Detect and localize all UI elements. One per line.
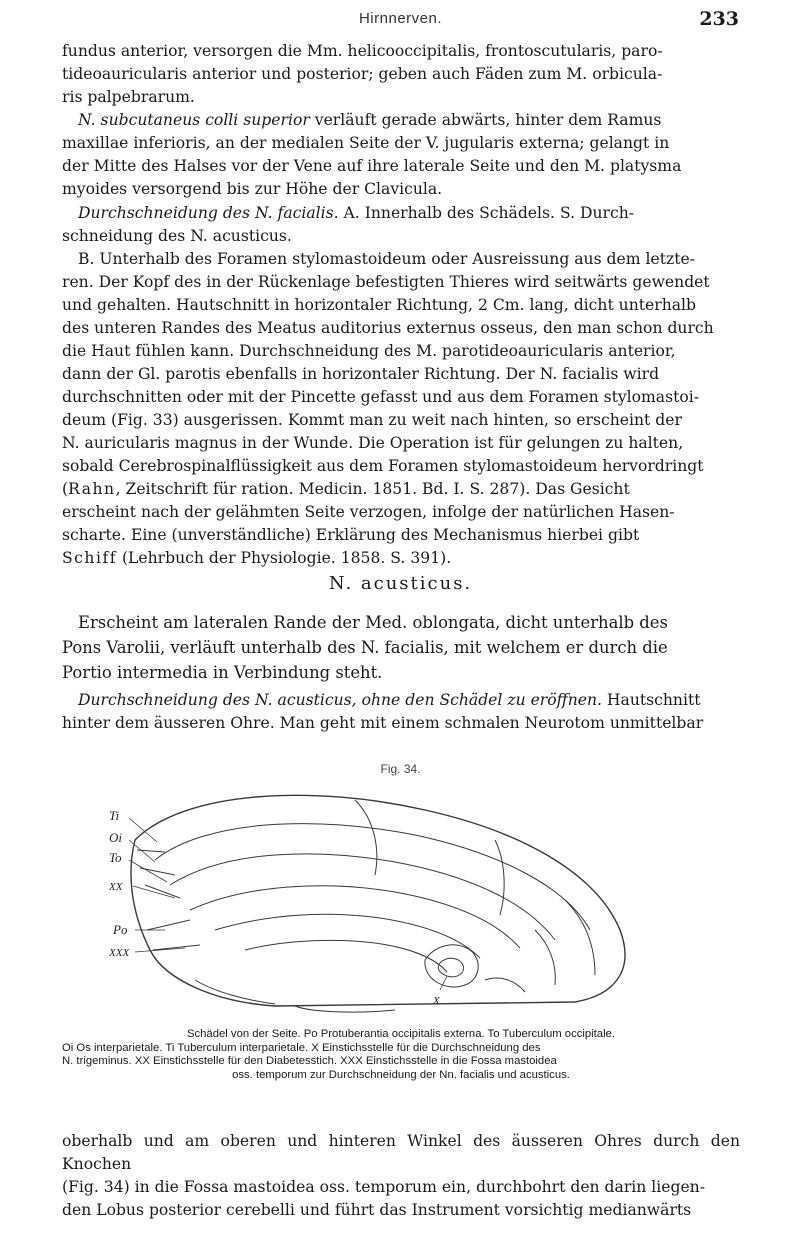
text-fragment: , Zeitschrift für ration. Medicin. 1851. Bd. I. S. 287). Das Gesicht [115,480,630,498]
text-line: fundus anterior, versorgen die Mm. helicooccipitalis, frontoscutularis, paro- [62,42,663,60]
text-line [62,109,740,132]
text-line: ren. Der Kopf des in der Rückenlage befestigten Thieres wird seitwärts gewendet [62,273,710,291]
text-line: B. Unterhalb des Foramen stylomastoideum oder Ausreissung aus dem letzte- [78,250,695,268]
text-line: durchschnitten oder mit der Pincette gefasst und aus dem Foramen stylomastoi- [62,388,700,406]
text-line: den Lobus posterior cerebelli und führt das Instrument vorsichtig medianwärts [62,1201,692,1219]
text-line: erscheint nach der gelähmten Seite verzogen, infolge der natürlichen Hasen- [62,503,675,521]
paragraph-acusticus-course [62,610,740,685]
caption-line: Schädel von der Seite. Po Protuberantia occipitalis externa. To Tuberculum occipitale. [186,1028,616,1040]
author-rahn: Rahn [68,480,116,498]
label-x: X [433,995,440,1007]
subheading-acusticus: Durchschneidung des N. acusticus, ohne den Schädel zu eröffnen. [78,691,602,709]
label-xx: XX [109,881,123,893]
figure-caption [62,1028,740,1082]
subheading-facialis: Durchschneidung des N. facialis. [78,204,339,222]
skull-lateral-illustration [95,780,655,1020]
text-line: und gehalten. Hautschnitt in horizontaler Richtung, 2 Cm. lang, dicht unterhalb [62,296,697,314]
text-line: Portio intermedia in Verbindung steht. [62,663,383,682]
text-line [62,478,740,501]
page-header [0,10,801,36]
paragraph-subcutaneus-colli [62,109,740,201]
text-line: schneidung des N. acusticus. [62,227,292,245]
caption-line: oss. temporum zur Durchschneidung der Nn. facialis und acusticus. [232,1068,570,1081]
page-number: 233 [699,8,739,30]
text-fragment: verläuft gerade abwärts, hinter dem Ramus [309,111,662,129]
text-line: des unteren Randes des Meatus auditorius externus osseus, den man schon durch [62,319,714,337]
text-line [62,202,740,225]
text-line: (Fig. 34) in die Fossa mastoidea oss. temporum ein, durchbohrt den darin liegen- [62,1178,705,1196]
text-fragment: A. Innerhalb des Schädels. S. Durch- [338,204,635,222]
text-line: tideoauricularis anterior und posterior; geben auch Fäden zum M. orbicula- [62,65,663,83]
text-line: ris palpebrarum. [62,88,195,106]
term-subcutaneus: N. subcutaneus colli superior [78,111,310,129]
section-heading-acusticus: N. acusticus. [328,573,473,594]
caption-line: Oi Os interparietale. Ti Tuberculum interparietale. X Einstichsstelle für die Durchschneidung des [62,1041,541,1054]
text-fragment: ( [62,480,69,498]
text-line: die Haut fühlen kann. Durchschneidung des M. parotideoauricularis anterior, [62,342,676,360]
label-po: Po [113,922,128,937]
figure-label: Fig. 34. [380,762,421,776]
text-line: Pons Varolii, verläuft unterhalb des N. facialis, mit welchem er durch die [62,638,668,657]
paragraph-durchschneidung-facialis [62,202,740,248]
running-head: Hirnnerven. [358,10,443,27]
text-line: Erscheint am lateralen Rande der Med. oblongata, dicht unterhalb des [78,613,668,632]
text-fragment: (Lehrbuch der Physiologie. 1858. S. 391). [117,549,452,567]
label-to: To [109,850,122,865]
text-line: maxillae inferioris, an der medialen Seite der V. jugularis externa; gelangt in [62,134,670,152]
text-line: scharte. Eine (unverständliche) Erklärung des Mechanismus hierbei gibt [62,526,640,544]
text-line [62,547,740,570]
text-line: myoides versorgend bis zur Höhe der Clavicula. [62,180,443,198]
label-oi: Oi [109,830,122,845]
text-line: sobald Cerebrospinalflüssigkeit aus dem Foramen stylomastoideum hervordringt [62,457,704,475]
text-line [62,689,740,712]
text-line: dann der Gl. parotis ebenfalls in horizontaler Richtung. Der N. facialis wird [62,365,660,383]
label-ti: Ti [109,808,120,823]
paragraph-acusticus-continued [62,1130,740,1222]
text-fragment: Hautschnitt [601,691,701,709]
text-line: deum (Fig. 33) ausgerissen. Kommt man zu weit nach hinten, so erscheint der [62,411,682,429]
paragraph-facialis-branches [62,40,740,109]
paragraph-acusticus-method [62,689,740,735]
text-line: hinter dem äusseren Ohre. Man geht mit einem schmalen Neurotom unmittelbar [62,714,704,732]
label-xxx: XXX [109,947,130,959]
text-line: der Mitte des Halses vor der Vene auf ihre laterale Seite und den M. platysma [62,157,682,175]
text-line: N. auricularis magnus in der Wunde. Die Operation ist für gelungen zu halten, [62,434,684,452]
author-schiff: Schiff [62,549,117,567]
caption-line: N. trigeminus. XX Einstichsstelle für den Diabetesstich. XXX Einstichsstelle in die Fossa mastoidea [62,1055,557,1067]
paragraph-facialis-method-b [62,248,740,570]
text-line: oberhalb und am oberen und hinteren Winkel des äusseren Ohres durch den Knochen [62,1132,740,1173]
